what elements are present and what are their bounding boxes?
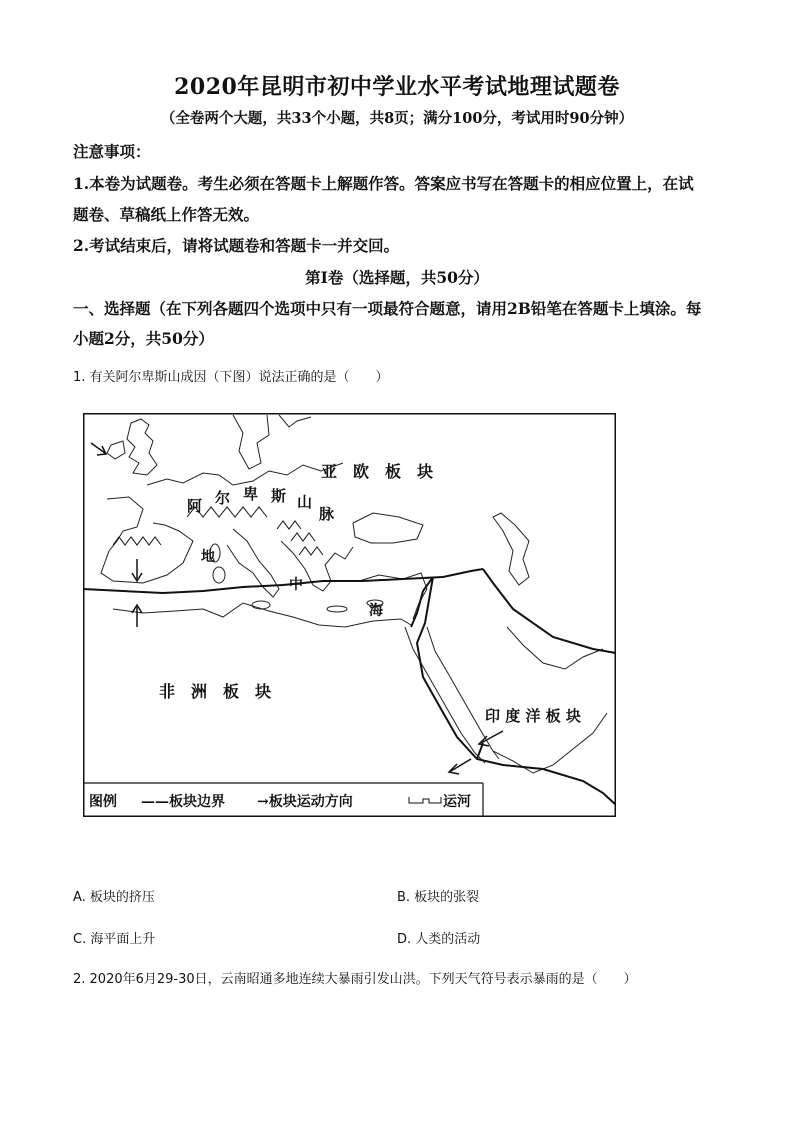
plate-map	[83, 413, 616, 817]
legend-title: 图例	[89, 794, 117, 810]
question-2-stem: 2. 2020年6月29-30日，云南昭通多地连续大暴雨引发山洪。下列天气符号表示暴雨的是（ ）	[73, 972, 637, 987]
page-title: 2020年昆明市初中学业水平考试地理试题卷	[174, 74, 620, 100]
question-1-stem: 1. 有关阿尔卑斯山成因（下图）说法正确的是（ ）	[73, 370, 389, 385]
african-plate-label: 非 洲 板 块	[159, 682, 272, 701]
note-1-line-2: 题卷、草稿纸上作答无效。	[73, 205, 260, 224]
alps-label-char: 尔	[215, 489, 231, 507]
exam-info: （全卷两个大题，共33个小题，共8页；满分100分，考试用时90分钟）	[160, 110, 634, 127]
legend-motion: →板块运动方向	[257, 794, 353, 810]
note-1-line-1: 1.本卷为试题卷。考生必须在答题卡上解题作答。答案应书写在答题卡的相应位置上，在试	[73, 174, 694, 193]
eurasian-plate-label: 亚 欧 板 块	[321, 462, 434, 481]
alps-label-char: 山	[297, 493, 313, 511]
option-d[interactable]: D. 人类的活动	[397, 932, 481, 947]
section-instruction-line-1: 一、选择题（在下列各题四个选项中只有一项最符合题意，请用2B铅笔在答题卡上填涂。每	[73, 299, 702, 318]
option-a[interactable]: A. 板块的挤压	[73, 890, 155, 905]
section-title: 第Ⅰ卷（选择题，共50分）	[305, 268, 489, 287]
option-c[interactable]: C. 海平面上升	[73, 932, 156, 947]
section-instruction-line-2: 小题2分，共50分）	[73, 329, 214, 348]
alps-label-char: 卑	[243, 485, 259, 503]
alps-label-char: 脉	[319, 505, 335, 523]
alps-label-char: 阿	[187, 497, 203, 515]
note-2: 2.考试结束后，请将试题卷和答题卡一并交回。	[73, 236, 400, 255]
mediterranean-label-char: 中	[289, 577, 303, 593]
legend-canal: 运河	[443, 794, 471, 810]
mediterranean-label-char: 海	[369, 603, 383, 619]
indian-ocean-plate-label: 印 度 洋 板 块	[485, 707, 581, 725]
option-b[interactable]: B. 板块的张裂	[397, 890, 480, 905]
mediterranean-label-char: 地	[201, 549, 215, 565]
legend-boundary: ——板块边界	[141, 794, 225, 810]
alps-label-char: 斯	[271, 487, 287, 505]
notes-heading: 注意事项：	[73, 142, 151, 161]
